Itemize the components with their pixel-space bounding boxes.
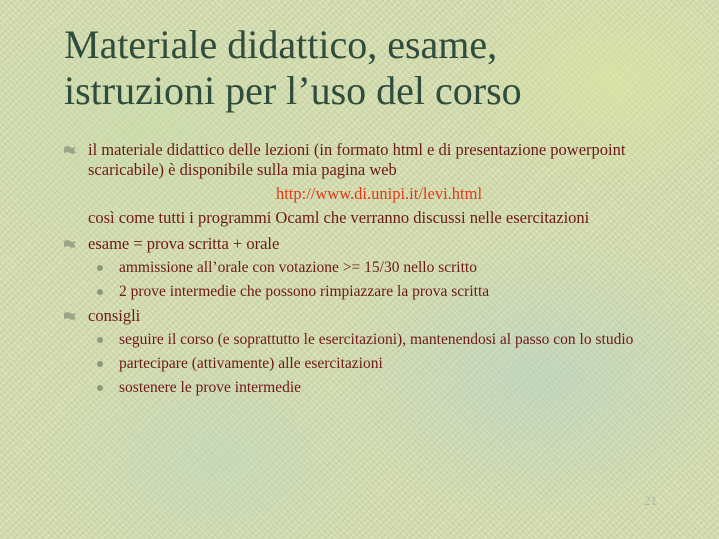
- round-bullet-icon: [97, 337, 103, 343]
- bullet-item-exam: [60, 234, 670, 254]
- round-bullet-icon: [97, 265, 103, 271]
- page-number: 21: [644, 493, 657, 508]
- exam-sub-text-2: 2 prove intermedie che possono rimpiazzare la prova scritta: [119, 283, 490, 300]
- sub-item-advice-3: [60, 378, 670, 397]
- flag-bullet-icon: [63, 311, 77, 321]
- slide-title: [64, 22, 684, 114]
- sub-item-advice-1: [60, 330, 670, 349]
- advice-sub-text-3: sostenere le prove intermedie: [119, 379, 302, 396]
- slide-title-line-1: Materiale didattico, esame,: [64, 22, 498, 67]
- advice-sub-text-2: partecipare (attivamente) alle esercitazioni: [119, 355, 383, 372]
- flag-bullet-icon: [63, 239, 77, 249]
- advice-sub-text-1: seguire il corso (e soprattutto le esercitazioni), mantenendosi al passo con lo studio: [119, 331, 634, 348]
- flag-bullet-icon: [63, 145, 77, 155]
- programs-text: così come tutti i programmi Ocaml che verranno discussi nelle esercitazioni: [88, 208, 590, 227]
- sub-item-exam-1: [60, 258, 670, 277]
- course-url-link[interactable]: http://www.di.unipi.it/levi.html: [275, 184, 483, 203]
- round-bullet-icon: [97, 361, 103, 367]
- bullet-item-advice: [60, 306, 670, 326]
- round-bullet-icon: [97, 289, 103, 295]
- exam-text: esame = prova scritta + orale: [88, 234, 280, 253]
- bullet-item-material: [60, 140, 670, 180]
- url-line: [60, 184, 670, 204]
- exam-sub-text-1: ammissione all’orale con votazione >= 15/30 nello scritto: [119, 259, 477, 276]
- slide-body: [60, 140, 670, 397]
- slide-title-line-2: istruzioni per l’uso del corso: [64, 68, 522, 113]
- sub-item-advice-2: [60, 354, 670, 373]
- round-bullet-icon: [97, 385, 103, 391]
- sub-item-exam-2: [60, 282, 670, 301]
- advice-text: consigli: [88, 306, 141, 325]
- material-text: il materiale didattico delle lezioni (in formato html e di presentazione powerpoint scaricabile) è disponibile sulla mia pagina web: [88, 140, 626, 179]
- programs-paragraph: [60, 208, 670, 228]
